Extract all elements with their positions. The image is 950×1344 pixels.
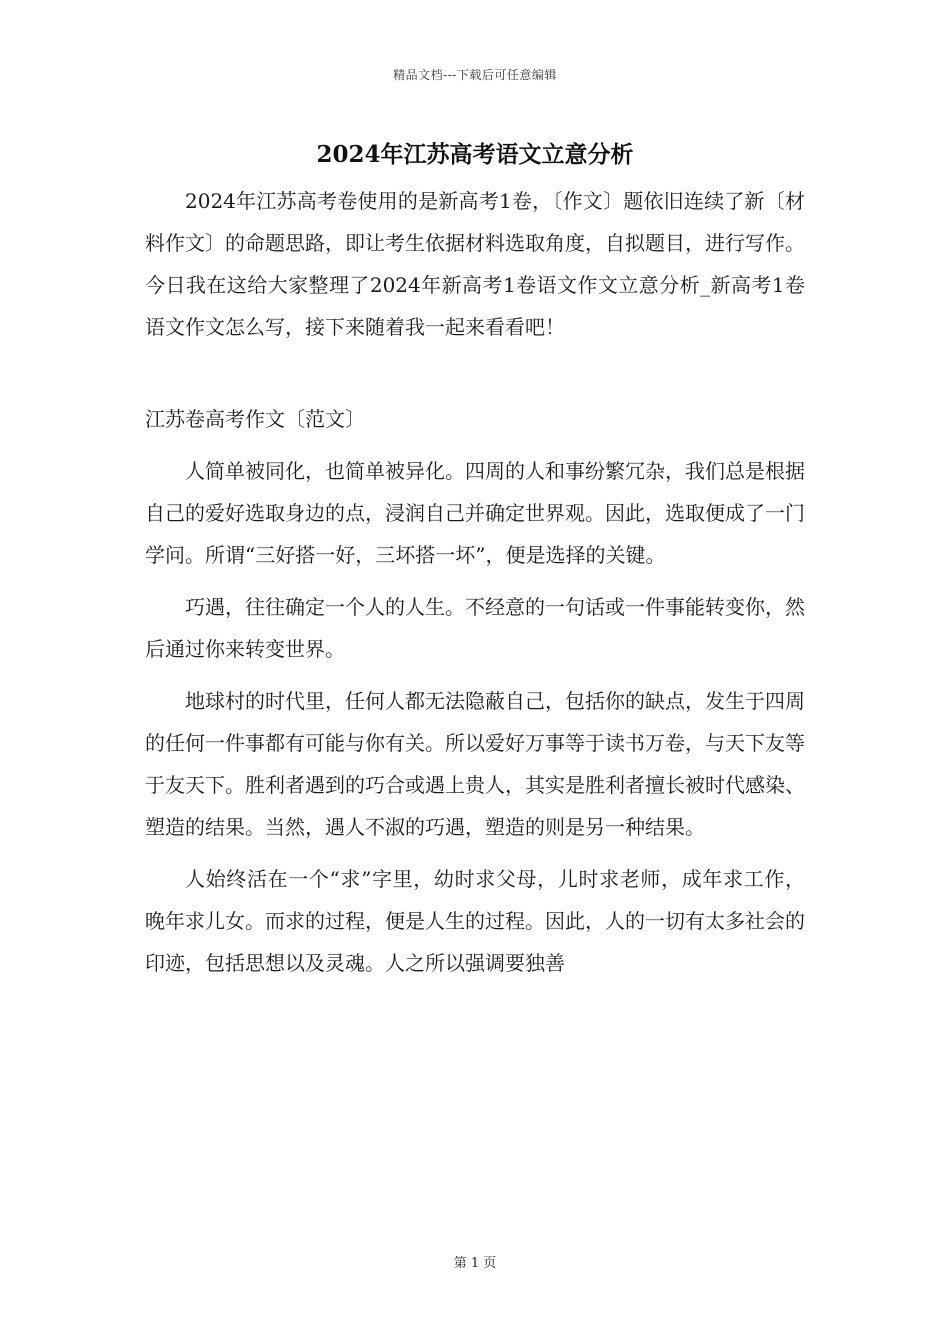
body-paragraph-1: 人简单被同化，也简单被异化。四周的人和事纷繁冗杂，我们总是根据自己的爱好选取身边的点，浸润自己并确定世界观。因此，选取便成了一门学问。所谓“三好搭一好，三坏搭一坏”，便是选择的关键。 bbox=[145, 459, 805, 567]
document-body bbox=[145, 180, 805, 984]
document-title: 2024年江苏高考语文立意分析 bbox=[316, 141, 634, 168]
body-paragraph-2: 巧遇，往往确定一个人的人生。不经意的一句话或一件事能转变你，然后通过你来转变世界。 bbox=[145, 595, 805, 661]
body-paragraph-4: 人始终活在一个“求”字里，幼时求父母，儿时求老师，成年求工作，晚年求儿女。而求的过程，便是人生的过程。因此，人的一切有太多社会的印迹，包括思想以及灵魂。人之所以强调要独善 bbox=[145, 867, 805, 975]
page-number: 第 1 页 bbox=[453, 1256, 497, 1271]
intro-paragraph: 2024年江苏高考卷使用的是新高考1卷，〔作文〕题依旧连续了新〔材料作文〕的命题思路，即让考生依据材料选取角度，自拟题目，进行写作。今日我在这给大家整理了2024年新高考1卷语文作文立意分析_新高考1卷语文作文怎么写，接下来随着我一起来看看吧！ bbox=[145, 189, 805, 339]
section-heading: 江苏卷高考作文〔范文〕 bbox=[145, 407, 365, 431]
body-paragraph-3: 地球村的时代里，任何人都无法隐蔽自己，包括你的缺点，发生于四周的任何一件事都有可能与你有关。所以爱好万事等于读书万卷，与天下友等于友天下。胜利者遇到的巧合或遇上贵人，其实是胜利者擅长被时代感染、塑造的结果。当然，遇人不淑的巧遇，塑造的则是另一种结果。 bbox=[145, 689, 805, 839]
header-note: 精品文档---下载后可任意编辑 bbox=[393, 68, 557, 82]
